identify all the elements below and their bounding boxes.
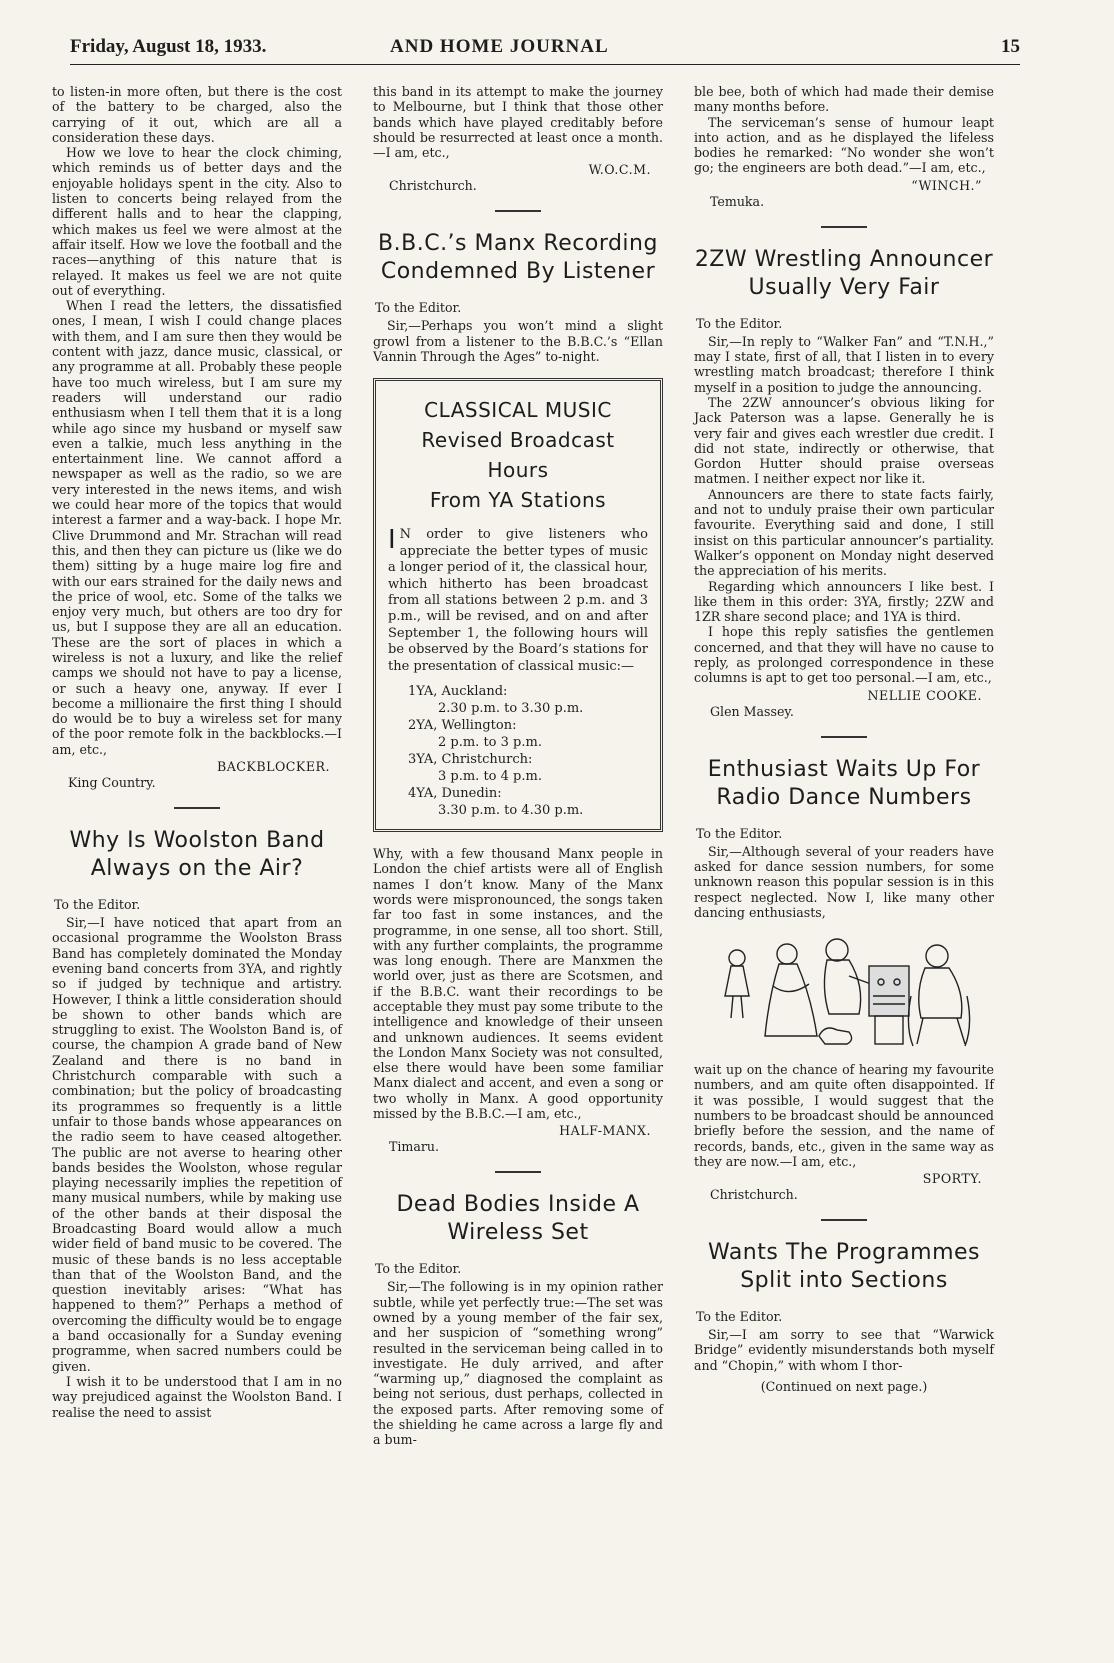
page-number: 15	[1001, 36, 1020, 57]
section-divider	[821, 1219, 867, 1221]
letter-signature: NELLIE COOKE.	[867, 687, 982, 703]
notice-subtitle: Revised Broadcast Hours	[421, 428, 615, 483]
schedule-station: 4YA, Dunedin:	[408, 786, 502, 802]
letter-paragraph: When I read the letters, the dissatisfied ones, I mean, I wish I could change places with them, and I am sure then they would be content with jazz, dance music, classical, or any programme at all. Probably these people have too much wireless, but I am sure my readers will understand our radio enthusiasm when I tell them that it is a long while ago since my husband or myself saw even a talkie, much less anything in the entertainment line. We cannot afford a newspaper as well as the radio, so we are very interested in the news items, and wish we could hear more of the topics that would interest a farmer and a way-back. I hope Mr. Clive Drummond and Mr. Strachan will read this, and then they can picture us (like we do them) sitting by a huge maire log fire and with our ears strained for the daily news and the price of wool, etc. Some of the talks we enjoy very much, but others are too dry for us, but I suppose they are all an education. These are the sort of places in which a wireless is not a luxury, and like the relief camps we should not have to pay a license, or such a heavy one, anyway. If ever I become a millionaire the first thing I should do would be to buy a wireless set for many of the poor remote folk in the backblocks.—I am, etc.,	[52, 298, 342, 757]
article-headline: Why Is Woolston Band Always on the Air?	[69, 828, 325, 882]
schedule-time: 2.30 p.m. to 3.30 p.m.	[438, 701, 584, 717]
column-2	[373, 84, 663, 1448]
schedule-time: 3 p.m. to 4 p.m.	[438, 769, 542, 785]
family-radio-illustration	[694, 936, 994, 1050]
letter-paragraph: ble bee, both of which had made their demise many months before.	[694, 84, 994, 115]
section-divider	[821, 226, 867, 228]
station-schedule	[408, 683, 648, 819]
letter-paragraph: Regarding which announcers I like best. I like them in this order: 3YA, firstly; 2ZW and 1ZR share second place; and 1YA is third.	[694, 578, 994, 625]
letter-signature: W.O.C.M.	[588, 162, 651, 178]
continued-note: (Continued on next page.)	[760, 1379, 928, 1395]
letter-paragraph: Sir,—Although several of your readers have asked for dance session numbers, for some unknown reason this popular session is in this respect neglected. Now I, like many other dancing enthusiasts,	[694, 843, 994, 920]
letter-paragraph: to listen-in more often, but there is the cost of the battery to be charged, also the carrying of it out, which are all a consideration these days.	[52, 84, 342, 145]
notice-body: N order to give listeners who appreciate the better types of music a longer period of it, the classical hour, which hitherto has been broadcast from all stations between 2 p.m. and 3 p.m., will be revised, and on and after September 1, the following hours will be observed by the Board’s stations for the presentation of classical music:—	[388, 527, 648, 674]
section-divider	[174, 807, 220, 809]
schedule-station: 1YA, Auckland:	[408, 684, 508, 700]
radio-listeners-drawing	[709, 936, 979, 1050]
letter-paragraph: wait up on the chance of hearing my favourite numbers, and am quite often disappointed. If it was possible, I would suggest that the numbers to be broadcast should be announced briefly before the session, and the name of records, bands, etc., given in the same way as they are now.—I am, etc.,	[694, 1062, 994, 1169]
section-divider	[495, 210, 541, 212]
letter-paragraph: How we love to hear the clock chiming, which reminds us of better days and the enjoyable holidays spent in the city. Also to listen to concerts being relayed from the different halls and to hear the clapping, which makes us feel we were almost at the affair itself. How we love the football and the races—anything of this nature that is relayed. It makes us feel we are not quite out of everything.	[52, 145, 342, 298]
section-divider	[821, 736, 867, 738]
notice-title: CLASSICAL MUSIC	[424, 398, 612, 423]
drop-cap: I	[388, 525, 396, 556]
letter-place: Temuka.	[710, 193, 765, 209]
salutation: To the Editor.	[696, 825, 783, 841]
issue-date: Friday, August 18, 1933.	[70, 36, 267, 57]
column-3	[694, 84, 994, 1395]
letter-signature: SPORTY.	[922, 1171, 982, 1187]
letter-signature: “WINCH.”	[911, 177, 982, 193]
letter-paragraph: Announcers are there to state facts fairly, and not to unduly praise their own particular favourite. Everything said and done, I still insist on this particular announcer’s partiality. Walker’s opponent on Monday night deserved the appreciation of his merits.	[694, 486, 994, 579]
letter-signature: HALF-MANX.	[559, 1123, 651, 1139]
letter-paragraph: The serviceman’s sense of humour leapt into action, and as he displayed the lifeless bodies he remarked: “No wonder she won’t go; the engineers are both dead.”—I am, etc.,	[694, 114, 994, 176]
letter-paragraph: Sir,—I have noticed that apart from an occasional programme the Woolston Brass Band has completely dominated the Monday evening band concerts from 3YA, and rightly so if judged by technique and artistry. However, I think a little consideration should be shown to other bands which are struggling to exist. The Woolston Band is, of course, the champion A grade band of New Zealand and there is no band in Christchurch comparable with such a combination; but the policy of broadcasting its programmes so frequently is a little unfair to those bands whose appearances on the radio seem to have ceased altogether. The public are not averse to hearing other bands besides the Woolston, whose regular playing necessarily implies the repetition of many musical numbers, while by making use of the other bands at their disposal the Broadcasting Board would allow a much wider field of band music to be covered. The music of these bands is no less acceptable than that of the Woolston Band, and the question inevitably arises: “What has happened to them?” Perhaps a method of overcoming the difficulty would be to engage a band occasionally for a Sunday evening programme, when sacred numbers could be given.	[52, 915, 342, 1374]
salutation: To the Editor.	[375, 300, 462, 316]
column-1	[52, 84, 342, 1420]
notice-subtitle: From YA Stations	[429, 488, 607, 513]
letter-paragraph: Why, with a few thousand Manx people in London the chief artists were all of English names I don’t know. Many of the Manx words were mispronounced, the songs taken far too fast in some instances, and the programme, in one sense, all too short. Still, with any further complaints, the programme was long enough. There are Manxmen the world over, just as there are Scotsmen, and if the B.B.C. want their recordings to be acceptable they must pay some tribute to the intelligence and knowledge of their unseen and unknown audiences. It seems evident the London Manx Society was not consulted, else there would have been some familiar Manx dialect and accent, and even a song or two wholly in Manx. A good opportunity missed by the B.B.C.—I am, etc.,	[373, 846, 663, 1122]
article-headline: Wants The Programmes Split into Sections	[707, 1240, 980, 1294]
page-header	[70, 34, 1020, 65]
salutation: To the Editor.	[696, 1309, 783, 1325]
letter-paragraph: this band in its attempt to make the journey to Melbourne, but I think that those other bands which have played creditably before should be resurrected at least once a month.—I am, etc.,	[373, 84, 663, 161]
letter-place: Glen Massey.	[710, 703, 794, 719]
letter-paragraph: The 2ZW announcer’s obvious liking for Jack Paterson was a lapse. Generally he is very fair and gives each wrestler due credit. I did not state, indirectly or otherwise, that Gordon Hutter should praise overseas matmen. I neither expect nor like it.	[694, 394, 994, 487]
article-headline: Enthusiast Waits Up For Radio Dance Numbers	[707, 756, 981, 810]
letter-paragraph: Sir,—I am sorry to see that “Warwick Bridge” evidently misunderstands both myself and “Chopin,” with whom I thor-	[694, 1327, 994, 1373]
schedule-station: 3YA, Christchurch:	[408, 752, 533, 768]
schedule-time: 3.30 p.m. to 4.30 p.m.	[438, 803, 584, 819]
section-divider	[495, 1171, 541, 1173]
letter-place: King Country.	[68, 775, 156, 791]
letter-paragraph: I wish it to be understood that I am in no way prejudiced against the Woolston Band. I realise the need to assist	[52, 1373, 342, 1420]
letter-place: Christchurch.	[710, 1187, 798, 1203]
article-headline: 2ZW Wrestling Announcer Usually Very Fair	[694, 246, 994, 300]
schedule-station: 2YA, Wellington:	[408, 718, 517, 734]
letter-paragraph: Sir,—In reply to “Walker Fan” and “T.N.H.,” may I state, first of all, that I listen in to every wrestling match broadcast; therefore I think myself in a position to judge the announcing.	[694, 333, 994, 395]
publication-title: AND HOME JOURNAL	[390, 36, 609, 57]
classical-music-notice-box	[373, 378, 663, 832]
letter-signature: BACKBLOCKER.	[216, 759, 330, 775]
salutation: To the Editor.	[375, 1261, 462, 1277]
article-headline: B.B.C.’s Manx Recording Condemned By Listener	[378, 231, 658, 285]
schedule-time: 2 p.m. to 3 p.m.	[438, 735, 542, 751]
article-headline: Dead Bodies Inside A Wireless Set	[396, 1192, 640, 1246]
letter-place: Timaru.	[389, 1139, 440, 1155]
letter-paragraph: Sir,—The following is in my opinion rather subtle, while yet perfectly true:—The set was owned by a young member of the fair sex, and her suspicion of “something wrong” resulted in the serviceman being called in to investigate. He duly arrived, and after “warming up,” diagnosed the complaint as being not serious, dust perhaps, collected in the exposed parts. After removing some of the shielding he came across a large fly and a bum-	[373, 1279, 663, 1448]
salutation: To the Editor.	[54, 897, 141, 913]
salutation: To the Editor.	[696, 315, 783, 331]
letter-place: Christchurch.	[389, 178, 477, 194]
letter-paragraph: Sir,—Perhaps you won’t mind a slight growl from a listener to the B.B.C.’s “Ellan Vannin Through the Ages” to-night.	[373, 318, 663, 365]
letter-paragraph: I hope this reply satisfies the gentlemen concerned, and that they will have no cause to reply, as prolonged correspondence in these columns is apt to get too personal.—I am, etc.,	[694, 624, 994, 686]
